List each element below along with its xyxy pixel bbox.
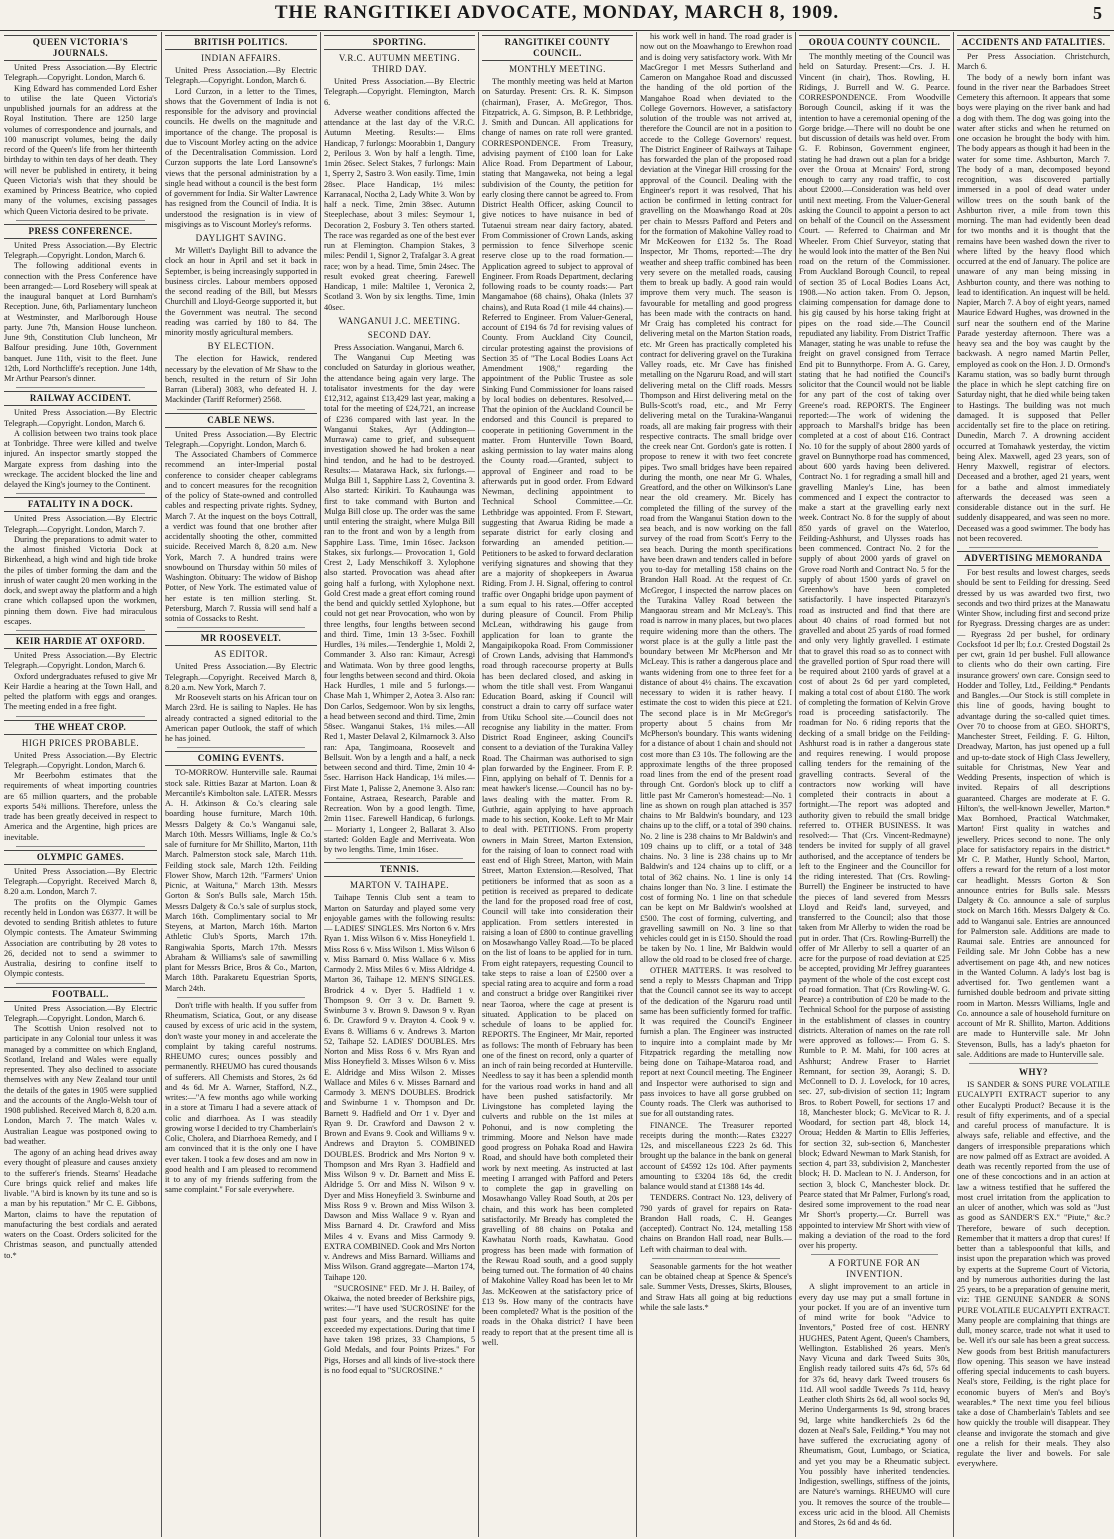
column-4: [482, 32, 633, 1537]
dateline: United Press Association.—By Electric Telegraph.—Copyright. Flemington, March 6.: [324, 77, 475, 107]
article-heading: KEIR HARDIE AT OXFORD.: [4, 634, 157, 649]
article-body: During the preparations to admit water to the almost finished Victoria Dock at Birkenhead, a high wind and high tide broke the piles of timber forming the dam and the inrush of water caught 20 men working in the dock, and swept away the platform and a high crane which collapsed upon the workmen, pinning them down. Five had miraculous escapes.: [4, 534, 157, 626]
article-separator: [177, 409, 305, 410]
dateline: United Press Association.—By Electric Telegraph.—Copyright. London, March 6.: [4, 408, 157, 428]
article-separator: [16, 493, 145, 494]
article-body: The monthly meeting of the Council was held on Saturday. Present:—Crs. J. H. Vincent (in chair), Thos. Rowling, H. Ridings, J. Burrell and W. G. Pearce. CORRESPONDENCE. From Woodville Borough Council, asking if it was the intention to have a ceremonial opening of the Gorge bridge.—There will no doubt be one but discussion of details was held over. From G. F. Robinson, Government engineer, stating he had drawn out a plan for a bridge over the Oroua at Mcnairs' Ford, strong enough to carry any road traffic, to cost about £2000.—Consideration was held over until next meeting. From the Valuer-General asking the Council to appoint a person to act on behalf of the Council on the Assessment Court. — Referred to Chairman and Mr Wheeler. From Chief Surveyor, stating that he would look into the matter of the Ben Nui road on the return of the Commissioner. From Auckland Borough Council, to repeal of section 35 of Local Bodies Loans Act, 1908.—No action taken. From O. Jepson, claiming compensation for damage done to his gig caused by his horse taking fright at pipes on the road side.—The Council repudiated any liability. From District Traffic Manager, stating he was unable to refuse the freight on gravel consigned from Terrace End pit to Bunnythorpe. From A. G. Carey, stating that he had notified the Council's solicitor that the Council would not be liable for any part of the cost of taking over Greene's road. REPORTS. The Engineer reported:—The work of widening the approach to Marshall's bridge has been completed at a cost of about £16. Contract No. 10 for the supply of about 2800 yards of gravel on Bunnythorpe road has commenced, about 600 yards having been delivered. Contract No. 1 for regrading a small hill and gravelling Manley's Line, has been commenced and I expect the contractor to make a start at the gravelling early next week. Contract No. 8 for the supply of about 850 yards of gravel on the Waterloo, Feilding-Ashhurst, and Ulysses roads has been commenced. Contract No. 2 for the supply of about 2000 yards of gravel on Grove road North and Contract No. 5 for the supply of about 1500 yards of gravel on Greenhow's have been completed satisfactorily. I have inspected Pitarazyn's road as instructed and find that there are about 40 chains of road formed but not gravelled and about 25 yards of road formed and only very lightly gravelled. I estimate that to gravel this road so as to connect with the gravelled portion of Spur road there will be required about 2100 yards of gravel at a cost of about 2s 6d per yard completed, making a total cost of about £180. The work of completing the formation of Kelvin Grove road is proceeding satisfactorily. The roadman for No. 6 riding reports that the decking of a small bridge on the Feilding-Ashhurst road is in rather a dangerous state and requires renewing. I would propose calling tenders for the remaining of the gravelling contracts. Several of the contractors now working will have completed their contracts in about a fortnight.—The report was adopted and authority given to rebuild the small bridge referred to. OTHER BUSINESS. It was resolved:— That (Crs. Vincent-Redmayne) tenders be invited for supply of all gravel authorised, and the acceptance of tenders be left to the Engineer and the Councillor for the riding interested. That (Crs. Rowling-Burrell) the Engineer be instructed to have the pieces of land severed from Messrs Lloyd and Reid's land, surveyed, and transferred to the Council; also that those taken from Mr Allerby to widen the road be put in order. That (Crs. Rowling-Burrell) the offer of Mr Allerby to sell a quarter of an acre for the purpose of road deviation at £25 be accepted, providing Mr Jeffrey guarantees payment of the whole of the cost except cost of road formation. That (Crs Rowling-W. G. Pearce) a contribution of £20 be made to the Technical School for the purpose of assisting in the establishment of classes in country districts. Alteration of names on the rate roll were approved as follows:— From G. S. Rumble to P. M. Mahi, for 100 acres at Ashhurst; Andrew Fraser to Harriet Remnant, for section 39, Aorangi; S. D. McConnell to D. J. Lovelock, for 10 acres, sec. 27, sub-division of section 11; Ingram Bros. to Robert Powell, for sections 17 and 18, Manchester block; G. McVicar to R. J. Woodard, for section part 48, block 14, Oroua; Hedden & Martin to Ellis Jefferies, for section 32, sub-section 6, Manchester block; Edward Newman to Mark Stanish, for section 4, part 33, subdivision 2, Manchester block; H. D. Maclean to N. J. Anderson, for section 3, block C, Manchester block. Dr. Pearce stated that Mr Palmer, Furlong's road, desired some improvement to the road near Mr Short's property.—Cr. Burrell was appointed to interview Mr Short with view of making a deviation of the road to the ford over his property.: [799, 52, 950, 1250]
advertisement-text: Don't trifle with health. If you suffer from Rheumatism, Sciatica, Gout, or any disease caused by excess of uric acid in the system, don't waste your money in and accelerate the complaint by taking careful nostrums. RHEUMO cures; ounces possibly and permanently. RHEUMO has cured thousands of sufferers. All Chemists and Stores, 2s 6d and 4s 6d. Mr A. Warner, Stafford, N.Z., writes:—"A few months ago while working in a store at Timaru I had a severe attack of colic and diarrhoea. As I was steadily growing worse I decided to try Chamberlain's Colic, Cholera, and Diarrhoea Remedy, and I am convinced that it is the only one I have ever taken. I took a few doses and am now in good health and I am pleased to recommend it to any of my friends suffering from the same complaint." For sale everywhere.: [165, 1000, 317, 1195]
article-subheading: V.R.C. AUTUMN MEETING. THIRD DAY.: [338, 53, 461, 74]
article-body: Mr Roosevelt starts on his African tour on March 23rd. He is sailing to Naples. He has already contracted a signed editorial to the American paper Outlook, the staff of which he has joined.: [165, 693, 317, 743]
article-subheading: BY ELECTION.: [207, 341, 275, 352]
article-separator: [16, 220, 145, 221]
article-body: TO-MORROW. Hunterville sale. Raumai stock sale. Ritties Bazar at Marton. Loan & Mercantile's Kimbolton sale. LATER. Messrs A. H. Atkinson & Co.'s clearing sale boarding house furniture, March 10th. Messrs Dalgety & Co.'s Wanganui sale, March 10th. Messrs Williams, Ingle & Co.'s sale of furniture for Mr Shillito, Marton, 11th March. Palmerston stock sale, March 11th. Feilding stock sale, March 12th. Feilding Flower Show, March 12th. "Farmers' Union Picnic, at Waituna," March 13th. Messrs Gorton & Son's Bulls sale, March 15th. Messrs Dalgety & Co.'s sale of surplus stock, March 16th. Complimentary social to Mr Steyens, at Marton, March 16th. Marton Athletic Club's Sports, March 17th. Rangiwahia Sports, March 17th. Messrs Abraham & Williams's sale of sawmilling plant for Messrs Brice, Bros & Co., Marton, March 18th. Parakaretu Equestrian Sports, March 24th.: [165, 768, 317, 993]
article-body: The profits on the Olympic Games recently held in London was £6377. It will be devoted to sending British athletes to future Olympic contests. The Amateur Swimming Association are contributing by 28 votes to 26, decided not to send a swimmer to Australia, desiring to confine itself to Olympic contests.: [4, 897, 157, 979]
dateline: Per Press Association. Christchurch, March 6.: [957, 52, 1110, 72]
article-heading: MR ROOSEVELT.: [165, 631, 317, 646]
dateline: United Press Association.—By Electric Telegraph.—Copyright. London, March 6.: [4, 651, 157, 671]
article-heading: RAILWAY ACCIDENT.: [4, 391, 157, 406]
advertisement-text: For best results and lowest charges, seeds should be sent to Feilding for dressing. Seed dressed by us was awarded two first, two seconds and two third prizes at the Manawatu Winter Show, including first and second prize for Ryegrass. Dressing charges are as under:— Ryegrass 2d per bushel, for ordinary Cocksfoot 1d per lb; f.o.r. Crested Dogstail 2s per cwt, grain 1d per bushel. Full allowance to clients who do their own carting. Fire insurance growers' own care. Consign seed to Hodder and Tolley, Ltd., Feilding.* Pendants and Bangles.—Our Stock is still complete in this line of goods, having bought to advantage during the so-called quiet times. Over 70 to choose from at GEO. SHORT'S, Manchester Street, Feilding. F. G. Hilton, Dreadway, Marton, has just opened up a full and up-to-date stock of High Class Jewellery, suitable for Christmas, New Year and Wedding Presents, inspection of which is invited. Repairs of all descriptions guaranteed. Charges are moderate at F. G. Hilton's, the well-known Jeweller, Marton.* Max Bornhoed, Practical Watchmaker, Marton! First quality in watches and jewellery. Prices second to none. The only place for satisfactory repairs in the district.* Mr C. P. Mather, Huntly School, Marton, offers a reward for the return of a lost motor car headlight. Messrs Gorton & Son announce entries for Bulls sale. Messrs Dalgety & Co. announce a sale of surplus stock on March 16th. Messrs Dalgety & Co. add to Wanganui sale. Entries are announced for Palmerston sale. Additions are made to Raumai sale. Entries are announced for Feilding sale. Mr John Cobbe has a new advertisement on page 4th, and new notices in the Wanted Column. A lady's lost bag is advertised for. Two gentlemen want a furnished double bedroom and private sitting room in Marton. Messrs Williams, Ingle and Co. announce a sale of household furniture on account of Mr R. Shillito, Marton. Additions are made to Hunterville sale. Mr John Stevenson, Bulls, has a lady's phaeton for sale. Additions are made to Hunterville sale.: [957, 568, 1110, 1059]
article-body: his work well in hand. The road grader is now out on the Moawhango to Erewhon road and is doing very satisfactory work. With Mr MacGregor I met Messrs Sutherland and Cameron on Mangahoe Road and discussed the handing of the old portion of the Mangahoe Road when deviated to the College Governors. However, a satisfactory solution of the trouble was not arrived at, therefore the Council are not in a position to accede to the College Governors' request. The District Engineer of Railways at Taihape has forwarded the plan of the proposed road deviation at the Vinegar Hill crossing for the approval of the Council. Dealing with the Engineer's report it was resolved, That his action be confirmed in letting contract for gravelling on the Moawhango Road at 20s per chain to Messrs Pafford and Peters and for the formation of Makohine Valley road to Mr McKeowen for £132 5s. The Road Inspector, Mr Thoms, reported:—The dry weather and sheep traffic combined has been very severe on the metalled roads, causing them to break up badly. A good rain would improve them very much. The season is favourable for metalling and good progress has been made with the contracts on hand. Mr Craig has completed his contract for delivering metal on the Marton Station roads, etc. Mr Green has practically completed his contract for delivering gravel on the Turakina Valley roads, etc. Mr Cave has finished metalling on the Ngaruru Road, and will start delivering metal on the Cliff roads. Messrs Thompson and Hirst delivering metal on the Bulls-Scott's road, etc., and Mr Ferry delivering metal on the Turakina-Wanganui roads, all are making fair progress with their respective contracts. The small bridge over the creek near Cnt. Gordon's gate is rotten. I propose to renew it with two feet concrete pipes. Two small bridges have been repaired during the month, one near Mr G. Whales, Greatford, and the other on Wilkinson's Lane near the old creamery. Mr. Bicely has completed the filling of the survey of the road from the Wanganui Station down to the sea beach, and is now working on the fall survey of the road from Scott's Ferry to the sea beach. During the month specifications have been drawn and tenders called in before you to-day for metalling 158 chains on the Brandon Hall Road. At the request of Cr. McGregor, I inspected the narrow places on the Turakina Valley Road between the Mangaorau stream and Mr McLeay's. This road is narrow in many places, but two places require widening more than the others. The worst place is at the gully a little past the boundary between Mr McPherson and Mr McLeay. This is rather a dangerous place and wants widening from one to three feet for a distance of about 4½ chains. The excavation necessary to widen it is rather heavy. I estimate the cost to widen this piece at £21. The second place is in Mr McGregor's property about 5 chains from Mr McPherson's boundary. This wants widening for a distance of about 1 chain and should not cost more than £3 10s. The following are the approximate lengths of the three proposed road lines from the end of the present road through Cnt. Gordon's block up to cliff a little past Mr Cameron's homestead:—No. 1 line as shown on rough plan attached is 357 chains to Mr Baldwin's boundary, and 123 chains up to the cliff, or a total of 390 chains. No. 2 line is 238 chains to Mr Baldwin's and 109 chains up to cliff, or a total of 348 chains. No. 3 line is 238 chains up to Mr Baldwin's and 124 chains up to cliff, or a total of 362 chains. No. 1 line is only 14 chains longer than No. 3 line. I estimate the cost of forming No. 1 line on that schedule can be kept on Mr Baldwin's woolshed at £500. The cost of forming, culverting, and gravelling sawmill on No. 3 line so that vehicles could get in is £150. Should the road be taken by No. 1 line, Mr Baldwin would allow the old road to be closed free of charge.: [640, 32, 792, 964]
article-heading: OLYMPIC GAMES.: [4, 850, 157, 865]
newspaper-title: THE RANGITIKEI ADVOCATE, MONDAY, MARCH 8, 1909.: [274, 2, 840, 23]
article-heading: PRESS CONFERENCE.: [4, 224, 157, 239]
article-separator: [16, 387, 145, 388]
dateline: United Press Association.—By Electric Telegraph.—Copyright. Received March 8, 8.20 a.m. New York, March 7.: [165, 662, 317, 692]
article-body: The election for Hawick, rendered necessary by the elevation of Mr Shaw to the bench, resulted in the return of Sir John Barran (Liberal) 3083, who defeated H. J. Mackinder (Tariff Reformer) 2568.: [165, 354, 317, 405]
article-subheading: MONTHLY MEETING.: [509, 64, 606, 74]
dateline: United Press Association.—By Electric Telegraph.—Copyright. London, March 6.: [4, 240, 157, 260]
article-subheading: DAYLIGHT SAVING.: [195, 233, 287, 243]
article-body: Lord Curzon, in a letter to the Times, shows that the Government of India is not responsible for the advisory and provincial councils. He dwells on the magnitude and importance of the change. The proposal is due to Viscount Morley acting on the advice of the Decentralisation Commission. Lord Curzon supports the late Lord Lansowne's views that the personal administration by a single head without a council is the best form of government for India. Sir Walter Lawrence has resigned from the Council of India. It is understood the resignation is in view of misgivings as to Viscount Morley's reforms.: [165, 86, 317, 229]
article-body: The Associated Chambers of Commerce recommend an inter-Imperial postal conference to consider cheaper cablegrams and to concert measures for the recognition of the policy of State-owned and controlled cables and respecting private rights. Sydney, March 7. At the inquest on the boys Cottrall, a verdict was found that one brother after accidentally shooting the other, committed suicide. Received March 8, 8.20 a.m. New York, March 7. A hundred trains were snowbound on Thursday within 50 miles of Washington. Obituary: The widow of Bishop Potter, of New York. The estimated value of her estate is ten million sterling. St. Petersburg, March 7. Russia will send half a sotnia of Cossacks to Resht.: [165, 450, 317, 623]
article-separator: [177, 747, 305, 748]
article-separator: [969, 1063, 1098, 1064]
advertisement-text: A slight improvement to an article in every day use may put a small fortune in your pocket. If you are of an inventive turn of mind write for book "Advice to Inventors," Posted free of cost. HENRY HUGHES, Patent Agent, Queen's Chambers, Wellington. Established 26 years. Men's Navy Vicuna and dark Tweed Suits 30s, English ready tailored suits 47s 6d, 57s 6d for 37s 6d, heavy dark Tweed trousers 6s 11d. All wool saddle Tweeds 7s 11d, heavy Leather cloth Shirts 2s 6d, all wool socks 9d, Merino Undergarments 1s 9d, strong braces 9d, large white handkerchiefs 2s 6d the dozen at Neal's Sale, Feilding.* You may not have suffered the excruciating agony of Rheumatism, Gout, Lumbago, or Sciatica, and yet you may be a Rheumatic subject. You possibly have inherited tendencies. Indigestion, swellings, stiffness of the joints, are Nature's warnings. RHEUMO will cure you. It removes the source of the trouble—excess uric acid in the blood. All Chemists and Stores, 2s 6d and 4s 6d.: [799, 1282, 950, 1527]
article-separator: [177, 627, 305, 628]
dateline: United Press Association.—By Electric Telegraph.—Copyright. London, March 6.: [165, 66, 317, 86]
article-separator: [969, 547, 1098, 548]
dateline: United Press Association.—By Electric Telegraph.—Copyright. London, March 7.: [4, 514, 157, 534]
article-heading: ACCIDENTS AND FATALITIES.: [957, 35, 1110, 50]
dateline: United Press Association.—By Electric Telegraph.—Copyright. Received March 8, 8.20 a.m. London, March 7.: [4, 866, 157, 897]
column-7: [957, 32, 1110, 1537]
article-heading: ADVERTISING MEMORANDA: [957, 551, 1110, 566]
article-body: The Wanganui Cup Meeting was concluded on Saturday in glorious weather, the attendance being again very large. The totalisator investments for the day were £12,312, against £13,429 last year, making a total for the meeting of £24,721, an increase of £236 compared with last year. In the Wanganui Stakes, Ayr (Addington—Murrawa) came to grief, and subsequent investigation showed he had broken a near hind tendon, and he had to be destroyed. Results:— Matarawa Hack, six furlongs.— Mulga Bill 1, Sapphire Lass 2, Coventina 3. Also started: Kirikiri. To Kauhaunga was first to take command with Burton and Mulga Bill close up. The order was the same until entering the straight, where Mulga Bill ran to the front and won by a length from Sapphire Lass. Time, 1min 16sec. Jackson Stakes, six furlongs.— Provocation 1, Gold Crest 2, Lady Menschikoff 3. Xylophone also started. Provocation was ahead after going half a furlong, with Xylophone next. Gold Crest made a great effort coming round the bend and quickly settled Xylophone, but could not get near Provocation, who won by three lengths, four lengths between second and third. Time, 1min 13 3-5sec. Foxhill Hurdles, 1¾ miles.—Tenderghie 1, Moldi 2, Commander 3. Also ran: Kimaur, Acresgi and Watimata. Won by three good lengths, four lengths between second and third. Okoia Hack Hurdles, 1 mile and 5 furlongs.—Chase Mah 1, Whimper 2, Aotea 3. Also ran: Don Carlos, Sedgemoor. Won by six lengths, a head between second and third. Time, 2min 58sec. Wanganui Stakes, 1¼ miles.—All Red 1, Master Delaval 2, Kilmarnock 3. Also ran: Apa, Tangimoana, Roosevelt and Bellsuit. Won by a length and a half, a neck between second and third. Time, 2min 10 4-5sec. Harrison Hack Handicap, 1¼ miles.—First Mate 1, Palisse 2, Anemone 3. Also ran: Fontaine, Astraea, Research, Parable and Recreation. Won by a good length. Time, 2min 11sec. Farewell Handicap, 6 furlongs.— Moriarty 1, Longeer 2, Ballarat 3. Also started: Golden Eagle and Merriveata. Won by two lengths. Time, 1min 16sec.: [324, 353, 475, 854]
article-heading: BRITISH POLITICS.: [165, 35, 317, 50]
article-heading: CABLE NEWS.: [165, 413, 317, 428]
column-6: [799, 32, 950, 1537]
article-body: TENDERS. Contract No. 123, delivery of 790 yards of gravel for repairs on Rata-Brandon Hall roads, C. H. Geanges (accepted). Contract No. 124, metalling 158 chains on Brandon Hall road, near Bulls.—Left with chairman to deal with.: [640, 1193, 792, 1254]
page-number: 5: [1093, 3, 1102, 23]
advertisement-text: Seasonable garments for the hot weather can be obtained cheap at Spence & Spence's sale. Summer Vests, Dresses, Skirts, Blouses, and Straw Hats all going at big reductions while the sale lasts.*: [640, 1261, 792, 1312]
article-subheading: INDIAN AFFAIRS.: [201, 53, 281, 63]
column-2: [165, 32, 317, 1537]
article-heading: FATALITY IN A DOCK.: [4, 497, 157, 512]
article-heading: COMING EVENTS.: [165, 751, 317, 766]
advertisement-text: The agony of an aching head drives away every thought of pleasure and causes anxiety to the sufferer's friends. Stearns' Headache Cure brings quick relief and makes life livable. "A bird is known by its tune and so is a man by his reputation." Mr C. E. Gibbons, Marton, claims to have the reputation of manufacturing the best cordials and aerated waters on the Coast. Orders solicited for the Christmas season, and punctually attended to.*: [4, 1148, 157, 1260]
article-body: FINANCE. The Treasurer reported receipts during the month:—Rates £3227 12s, and miscellaneous £223 2s 6d. This brought up the balance in the bank on general account of £4592 12s 10d. After payments amounting to £3204 18s 6d, the credit balance would stand at £1388 14s 4d.: [640, 1120, 792, 1191]
column-1: [4, 32, 157, 1537]
advertisement-heading: A FORTUNE FOR AN INVENTION.: [828, 1258, 921, 1280]
article-body: Mr Willett's Daylight Bill to advance the clock an hour in April and set it back in September, is being increasingly supported in business circles. Labour members opposed the second reading of the Bill, but Messrs Churchill and Lloyd-George supported it, but the Government was neutral. The second reading was carried by 180 to 84. The minority mostly agricultural members.: [165, 246, 317, 337]
article-heading: QUEEN VICTORIA'S JOURNALS.: [4, 35, 157, 61]
column-5: [640, 32, 792, 1537]
dateline: United Press Association.—By Electric Telegraph.—Copyright. London, March 6.: [4, 63, 157, 83]
article-separator: [336, 858, 463, 859]
article-body: The following additional events in connection with the Press Conference have been arranged:— Lord Rosebery will speak at the inaugural banquet at Lord Burnham's Reception. June, 6th, Parliamentary luncheon at Westminster, and Marlborough House party. June 7th, Mansion House luncheon. June 9th, Constitution Club luncheon, Mr Balfour presiding. June 10th, Government banquet. June 11th, visit to the fleet. June 12th, Lord Northcliffe's reception. June 14th, Mr Arthur Pearson's dinner.: [4, 261, 157, 383]
article-body: A collision between two trains took place at Tonbridge. Three were killed and twelve injured. An inspector smartly stopped the Margate express from dashing into the wreckage. The accident blocked the line and delayed the King's journey to the Continent.: [4, 428, 157, 489]
masthead: [0, 0, 1114, 31]
article-body: Adverse weather conditions affected the attendance at the last day of the V.R.C. Autumn Meeting. Results:— Elms Handicap, 7 furlongs: Moorabbin 1, Dangury 2, Perilous 3. Won by half a length. Time, 1min 26sec. Select Stakes, 7 furlongs: Main 1, Sperry 2, Sastro 3. Won easily. Time, 1min 28sec. Place Handicap, 1½ miles: Karranacal, Noctha 2, Lady White 3. Won by half a neck. Time, 2min 38sec. Autumn Steeplechase, about 3 miles: Seymour 1, Decoration 2, Fosbury 3. Ten others started. The race was regarded as one of the best ever run at Flemington. Champion Stakes, 3 miles: Pendil 1, Signor 2, Trafalgar 3. A great race; won by a head. Time, 5min 24sec. The result evoked great cheering. Farewell Handicap, 1 mile: Maltilee 1, Veronica 2, Scotland 3. Won by six lengths. Time, 1min 40sec.: [324, 107, 475, 312]
article-separator: [177, 997, 305, 998]
article-heading: SPORTING.: [324, 35, 475, 50]
article-body: Mr Beerbohm estimates that the requirements of wheat importing countries are 65 million quarters, and the probable exports 54¾ millions. Therefore, unless the trade has been greatly deceived in respect to America and the Argentine, high prices are inevitable.: [4, 771, 157, 842]
article-body: OTHER MATTERS. It was resolved to send a reply to Messrs Chapman and Tripp that the Council cannot see its way to accept of the dedication of the Ngaruru road until same has been sufficiently formed for traffic. It was required the Council's Engineer furnish a plan. The Engineer was instructed to inquire into a complaint made by Mr Fitzpatrick regarding the metalling now being done on Taihape-Mataroa road, and report at next Council meeting. The Engineer and Inspector were authorised to sign and pass invoices to have all gorse grubbed on County roads. The Clerk was authorised to sue for all outstanding rates.: [640, 965, 792, 1119]
column-3: [324, 32, 475, 1537]
article-body: The monthly meeting was held at Marton on Saturday. Present: Crs. R. K. Simpson (chairman), Fraser, A. McGregor, Thos. Fitzpatrick, A. G. Simpson, B. P. Lethbridge, J. Smith and Duncan. All applications for change of names on rate roll were granted. CORRESPONDENCE. From Treasury, advising payment of £100 loan for Lake Alice Road. From Department of Labour, stating that Mangaweka, not being a legal subdivision of the County, the petition for early closing there cannot be agreed to. From District Health Officer, asking Council to give notices to have nuisance in bed of Tutaenui stream near dairy factory, abated. From Commissioner of Crown Lands, asking permission to fence Silverhope scenic reserve close up to the road formation.—Application agreed to subject to approval of Engineer. From Roads Department, declaring following roads to be county roads:— Part Mangamahoe (68 chains), Ohaka (Inlets 37 chains), and Ruta Road (1 mile 44 chains).—Referred to Engineer. From Valuer-General, account of £194 6s 7d for revising values of County. From Auckland City Council, circular protesting against the provisions of Section 35 of "The Local Bodies Loans Act Amendment 1908," regarding the appointment of the Public Trustee as sole Sinking Fund Commissioner for loans raised by local bodies on debentures. Resolved,—That the opinion of the Auckland Council be endorsed and this Council is prepared to cooperate in petitioning Government in the matter. From Hunterville Town Board, asking permission to lay water mains along the County road.—Granted, subject to approval of Engineer and road to be afterwards put in good order. From Edward Newman, declining appointment to Technical School Committee.—Cr. Lethbridge was appointed. From F. Stewart, suggesting that Awarua Riding be made a separate district for early closing and forwarding an amended petition.—Petitioners to be asked to forward declaration verifying signatures and showing that they are a majority of shopkeepers in Awarua Riding. From J. H. Signal, offering to control traffic over Ongaphi bridge upon payment of a sum equal to his rates.—Offer accepted during pleasure of Council. From Philip McLean, withdrawing his gauge from application for loan to grante the Mangaipikopoka Road. From Commissioner of Crown Lands, advising that Hammond's road through racecourse property at Bulls has been declared closed, and asking in whom the title shall vest. From Wanganui Education Board, asking if Council will construct a drain to carry off surface water from Utiku School site.—Council does not recognise any liability in the matter. From District Road Engineer, asking Council's consent to a deviation of the Turakina Valley Road. The Chairman was authorised to sign plan forwarded by the Engineer. From F. P. Finn, applying on behalf of T. Dennis for a meat hawker's license.—Council has no by-laws dealing with the matter. From R. Guthrie, again applying to have approach made to his section, Kooke. Left to Mr Mair to deal with. PETITIONS. From property owners in Main Street, Marton Extension, for the raising of loan to connect road with east end of High Street, Marton, with Main Street, Marton Extension.—Resolved, That petitioners be informed that as soon as a petition is received as prepared to dedicate the land for the proposed road free of cost, Council will take into consideration their application. From settlers interested in raising a loan of £800 to continue gravelling on Mosawhango Valley Road.—To be placed on the list of loans to be applied for in turn. From eight ratepayers, requesting Council to take steps to raise a loan of £2500 over a special rating area to acquire and form a road and construct a bridge over Rangitikei river near Taoroa, where the cage at present is situated. Application to be placed on schedule of loans to be applied for. REPORTS. The Engineer, Mr Mair, reported as follows: The month of February has been one of the finest on record, only a quarter of an inch of rain being recorded at Hunterville. Needless to say it has been a splendid month for the various road works in hand and all have been pushed satisfactorily. Mr Livingstone has completed laying the culverts and rubble on the 1st miles at Pohonui, and is now completing the trimming. Moore and Nelson have made good progress on Pohaka Road and Hawira Road, and should have both completed their work by next meeting. As instructed at last meeting I arranged with Pafford and Peters to complete the gap in gravelling on Mosawhango Valley Road South, at 20s per chain, and this work has been completed satisfactorily. Mr Bready has completed the gravelling of 88 chains on Potaka and Kawhatau North roads, Kawhatau. Good progress has been made with formation of the Rewau Road south, and a good supply being turned out. The formation of 40 chains of Makohine Valley Road has been let to Mr Jas. McKeowen at the satisfactory price of £13 9s. How many of the contracts have been completed? What is the position of the roads in the Ohaka district? I have been ready to report that at the present time all is well.: [482, 77, 633, 1347]
article-separator: [811, 1254, 938, 1255]
article-heading: FOOTBALL.: [4, 987, 157, 1002]
article-heading: THE WHEAT CROP.: [4, 720, 157, 735]
article-heading: TENNIS.: [324, 862, 475, 877]
article-heading: RANGITIKEI COUNTY COUNCIL.: [482, 35, 633, 61]
article-subheading: AS EDITOR.: [214, 649, 268, 660]
article-subheading: HIGH PRICES PROBABLE.: [21, 737, 140, 748]
article-separator: [652, 1258, 780, 1259]
article-separator: [16, 630, 145, 631]
dateline: United Press Association.—By Electric Telegraph.—Copyright. London, March 6.: [4, 1003, 157, 1023]
article-subheading: SECOND DAY.: [367, 329, 432, 340]
dateline: United Press Association.—By Electric Telegraph.—Copyright. London, March 6.: [165, 429, 317, 449]
article-heading: OROUA COUNTY COUNCIL.: [799, 35, 950, 50]
dateline: Press Association. Wanganui, March 6.: [334, 342, 464, 352]
advertisement-text: IS SANDER & SONS PURE VOLATILE EUCALYPTI EXTRACT superior to any other Eucalypti Product? Because it is the result of fifty experiments, and of a special and careful process of manufacture. It is always safe, reliable and effective, and the dangers of irresponsible preparations which are now palmed off as Extract are avoided. A death was recently reported from the use of one of these concoctions and in an action at law a witness testified that he suffered the most cruel irritation from the application to an ulcer of another, which was sold as "Just as good as SANDER'S EX." "Piute," &c.? Therefore, beware of such deception. Remember that it matters a drop that cures! If better than a tablespoonful that kills, and insist upon the preparation which was proved by experts at the Supreme Court of Victoria, and by numerous authorities during the last 25 years, to be a preparation of genuine merit, viz: THE GENUINE SANDER & SONS PURE VOLATILE EUCALYPTI EXTRACT. Many people are complaining that things are dull, money scarce, trade not what it used to be. Well it's our sale has been a great success. New goods from best British manufacturers flow opening. This season we have instead offering special inducements to cash buyers. Neal's store, Feilding, is the right place for economic buyers of Men's and Boy's wearables.* The next time you feel bilious take a dose of Chamberlain's Tablets and see how quickly the trouble will disappear. They cleanse and invigorate the stomach and give one a relish for their meals. They also regulate the liver and bowels. For sale everywhere.: [957, 1080, 1110, 1469]
article-body: King Edward has commended Lord Esher to utilise the late Queen Victoria's unpublished journals for an address at the Royal Institution. There are 1250 large volumes of correspondence and journals, and 100 manuscript volumes, being the daily record of the Queen's life from her thirteenth birthday to within ten days of her death. They will never be published in entirety, it being Queen Victoria's wish that they should be examined by Princess Beatrice, who copied many of the volumes, excising passages which Queen Victoria desired to be private.: [4, 83, 157, 216]
advertisement-text: "SUCROSINE" FED. Mr J. H. Bailey, of Okaiwa, the noted breeder of Berkshire pigs, writes:—"I have used 'SUCROSINE' for the past four years, and the result has quite exceeded my expectations. During that time I have taken 198 prizes, 33 Champions, 5 Gold Medals, and four Points Prizes." For Pigs, Horses and all kinds of live-stock there is no food equal to "SUCROSINE.": [324, 1283, 475, 1375]
article-subheading: WANGANUI J.C. MEETING.: [338, 315, 461, 326]
advertisement-heading: WHY?: [1019, 1067, 1048, 1077]
article-separator: [16, 983, 145, 984]
article-body: Taihape Tennis Club sent a team to Marton on Saturday and played some very enjoyable games with the following results:— LADIES' SINGLES. Mrs Norton 6 v. Mrs Ryan 1. Miss Wilson 6 v. Miss Honeyfield 1. Miss Ross 6 v. Miss Wilson 1. Miss Wilson 6 v. Miss Barnard 0. Miss Wallace 6 v. Miss Carmody 2. Miss Miles 6 v. Miss Aldridge 4. Marton 36, Taihape 12. MEN'S SINGLES. Brodrick 4 v. Dyer 5. Hadfield 1 v. Thompson 9. Orr 3 v. Dr. Barnett 9. Swinburne 3 v. Brown 9. Dawson 9 v. Ryan 6. Dr. Crawford 9 v. Drayton 4. Cook 9 v. Evans 8. Williams 6 v. Andrews 3. Marton 52, Taihape 52. LADIES' DOUBLES. Mrs Norton and Miss Ross 6 v. Mrs Ryan and Miss Honeyfield 3. Misses Wilson 6 v. Miss E. Aldridge and Miss Wilson 2. Misses Wallace and Miles 6 v. Misses Barnard and Carmody 3. MEN'S DOUBLES. Brodrick and Swinburne 1 v. Thompson and Dr. Barnett 9. Hadfield and Orr 1 v. Dyer and Ryan 9. Dr. Crawford and Dawson 2 v. Brown and Evans 9. Cook and Williams 9 v. Andrews and Drayton 5. COMBINED DOUBLES. Brodrick and Mrs Norton 9 v. Thompson and Mrs Ryan 3. Hadfield and Miss Wilson 9 v. Dr. Barnett and Miss E. Aldridge 5. Orr and Miss N. Wilson 9 v. Dyer and Miss Honeyfield 3. Swinburne and Miss Ross 9 v. Brown and Miss Wilson 3. Dawson and Miss Wallace 9 v. Ryan and Miss Barnard 4. Dr. Crawford and Miss Miles 4 v. Evans and Miss Carmody 9. EXTRA COMBINED. Cook and Mrs Norton v. Andrews and Miss Barnard. Williams and Miss Wilson. Grand aggregate—Marton 174, Taihape 120.: [324, 893, 475, 1282]
article-separator: [16, 846, 145, 847]
article-body: Oxford undergraduates refused to give Mr Keir Hardie a hearing at the Town Hall, and pelted the platform with eggs and oranges. The meeting ended in a free fight.: [4, 671, 157, 712]
article-separator: [16, 716, 145, 717]
article-body: The body of a newly born infant was found in the river near the Barbadoes Street Cemetery this afternoon. It appears that some boys were playing on the river bank and had a dog with them. The dog was going into the water after sticks and when he returned on one occasion he brought the body with him. The body appears as though it had been in the water for some time. Ashburton, March 7. The body of a man, decomposed beyond recognition, was discovered partially immersed in a pool of dead water under willow trees on the south bank of the Ashburton river, a mile from town this morning. The man had evidently been dead for two months and it is thought that the remains have been washed down the river to where lifted by the heavy flood which occurred at the end of January. The police are unaware of any man being missing in Ashburton county, and there was nothing to lead to identification. An inquest will be held. Napier, March 7. A boy of eight years, named Maurice Edward Hughes, was drowned in the surf near the southern end of the Marine Parade yesterday afternoon. There was a heavy sea and the boy was caught by the backwash. A negro named Martin Peller, employed as cook on the Hon. J. D. Ormond's Karamu station, was so badly burnt through the place in which he slept catching fire on Saturday night, that he died while being taken to Hastings. The building was not much damaged. It is supposed that Peller accidentally set fire to the place on retiring. Dunedin, March 7. A drowning accident occurred at Tomahawk yesterday, the victim being Alex. Maxwell, aged 23 years, son of Henry Maxwell, registrar of electors. Deceased and a brother, aged 21 years, went for a bathe and almost immediately afterwards the deceased was seen a considerable distance out in the surf. He suddenly disappeared, and was seen no more. Deceased was a good swimmer. The body has not been recovered.: [957, 72, 1110, 543]
article-subheading: MARTON V. TAIHAPE.: [349, 880, 450, 891]
dateline: United Press Association.—By Electric Telegraph.—Copyright. London, March 6.: [4, 750, 157, 770]
article-body: The Scottish Union resolved not to participate in any Colonial tour unless it was managed by a committee on which England, Scotland, Ireland and Wales were equally represented. They also declined to associate themselves with any New Zealand tour until the details of the gates in 1905 were supplied and the accounts of the Anglo-Welsh tour of 1908 published. Received March 8, 8.20 a.m. London, March 7. The match Wales v. Australian League was postponed owing to bad weather.: [4, 1024, 157, 1146]
